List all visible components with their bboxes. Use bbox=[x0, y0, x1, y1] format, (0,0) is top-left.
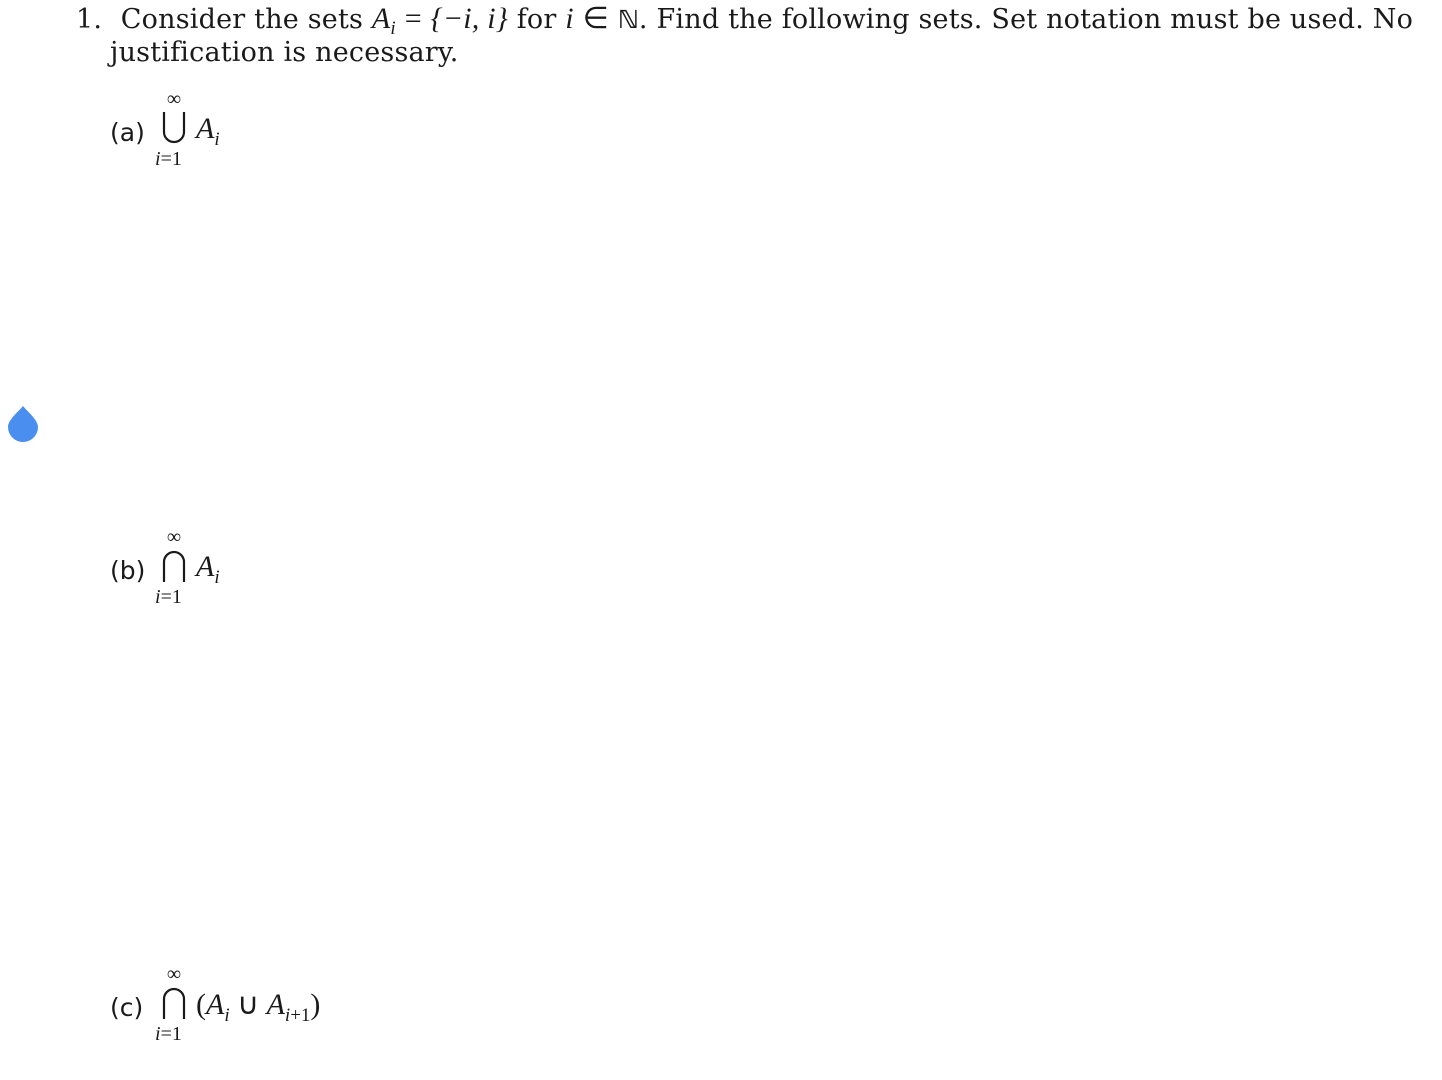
for-word: for bbox=[516, 4, 557, 35]
part-a-label: (a) bbox=[110, 118, 145, 147]
set-subscript: i bbox=[390, 18, 396, 39]
drop-marker-icon[interactable] bbox=[6, 404, 40, 442]
part-b bbox=[110, 526, 410, 616]
set-definition: {−i, i} bbox=[430, 2, 508, 35]
equals-sign: = bbox=[404, 2, 422, 35]
big-union-icon bbox=[161, 110, 187, 146]
natural-numbers-symbol: ℕ bbox=[617, 5, 639, 34]
big-intersection-icon bbox=[161, 985, 187, 1021]
set-name: A bbox=[371, 2, 391, 35]
part-b-upper-limit: ∞ bbox=[166, 526, 182, 548]
part-c bbox=[110, 963, 510, 1053]
part-a bbox=[110, 88, 410, 178]
part-a-operand: $A_i$ bbox=[196, 112, 220, 150]
part-b-label: (b) bbox=[110, 556, 146, 585]
index-variable: i bbox=[565, 2, 574, 35]
part-c-lower-limit: i=1 bbox=[155, 1023, 182, 1045]
problem-statement-line2: justification is necessary. bbox=[110, 37, 459, 68]
part-a-upper-limit: ∞ bbox=[166, 88, 182, 110]
part-a-lower-limit: i=1 bbox=[155, 148, 182, 170]
part-c-upper-limit: ∞ bbox=[166, 963, 182, 985]
part-c-operand: ($A_i$ ∪ $A_{i+1}$) bbox=[196, 988, 321, 1026]
element-of-symbol: ∈ bbox=[582, 2, 609, 35]
part-c-label: (c) bbox=[110, 993, 144, 1022]
big-intersection-icon bbox=[161, 548, 187, 584]
problem-number: 1. bbox=[76, 4, 103, 35]
part-b-lower-limit: i=1 bbox=[155, 586, 182, 608]
problem-intro-text: Consider the sets bbox=[120, 4, 364, 35]
problem-instruction-text: . Find the following sets. Set notation must be used. No bbox=[638, 4, 1414, 35]
part-b-operand: $A_i$ bbox=[196, 550, 220, 588]
